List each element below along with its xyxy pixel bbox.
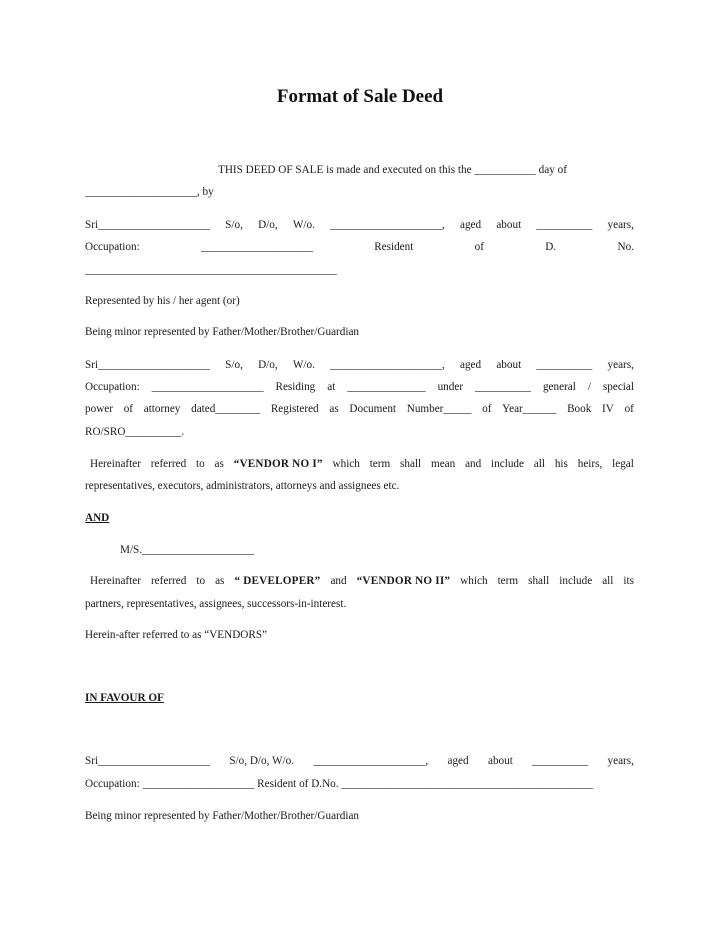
vendor-no-1-clause-2: representatives, executors, administrators, attorneys and assignees etc. (85, 480, 400, 492)
purchaser-name-line: Sri____________________ S/o, D/o, W/o. ____________________, aged about __________ years, (85, 755, 634, 767)
document-title: Format of Sale Deed (276, 86, 444, 107)
intro-line-1: THIS DEED OF SALE is made and executed on this the ___________ day of (218, 164, 567, 176)
ro-sro-line: RO/SRO__________. (85, 426, 185, 438)
agent-name-line: Sri____________________ S/o, D/o, W/o. ____________________, aged about __________ years, (85, 359, 634, 371)
power-of-attorney-line: power of attorney dated________ Registered as Document Number_____ of Year______ Book IV of (85, 403, 634, 415)
agent-line: Represented by his / her agent (or) (85, 295, 240, 307)
ms-line: M/S.____________________ (120, 544, 254, 556)
vendor1-occupation-line: Occupation: ____________________ Resident of D. No. (85, 241, 634, 253)
intro-line-2: ____________________, by (85, 186, 214, 198)
vendor-no-1-clause: Hereinafter referred to as “VENDOR NO I” which term shall mean and include all his heirs, legal (90, 458, 634, 470)
agent-occupation-line: Occupation: ____________________ Residing at ______________ under __________ general / special (85, 381, 634, 393)
vendors-line: Herein-after referred to as “VENDORS” (85, 629, 268, 641)
in-favour-of-heading: IN FAVOUR OF (85, 692, 164, 704)
and-heading: AND (85, 512, 110, 524)
vendor1-name-line: Sri____________________ S/o, D/o, W/o. ____________________, aged about __________ years, (85, 219, 634, 231)
vendor1-address-line: _____________________________________________ (85, 264, 337, 276)
minor-line-1: Being minor represented by Father/Mother/Brother/Guardian (85, 326, 360, 338)
minor-line-2: Being minor represented by Father/Mother/Brother/Guardian (85, 810, 360, 822)
purchaser-occupation-line: Occupation: ____________________ Resident of D.No. _____________________________________________ (85, 778, 594, 790)
developer-clause-2: partners, representatives, assignees, successors-in-interest. (85, 598, 347, 610)
developer-clause: Hereinafter referred to as “ DEVELOPER” and “VENDOR NO II” which term shall include all its (90, 575, 634, 587)
